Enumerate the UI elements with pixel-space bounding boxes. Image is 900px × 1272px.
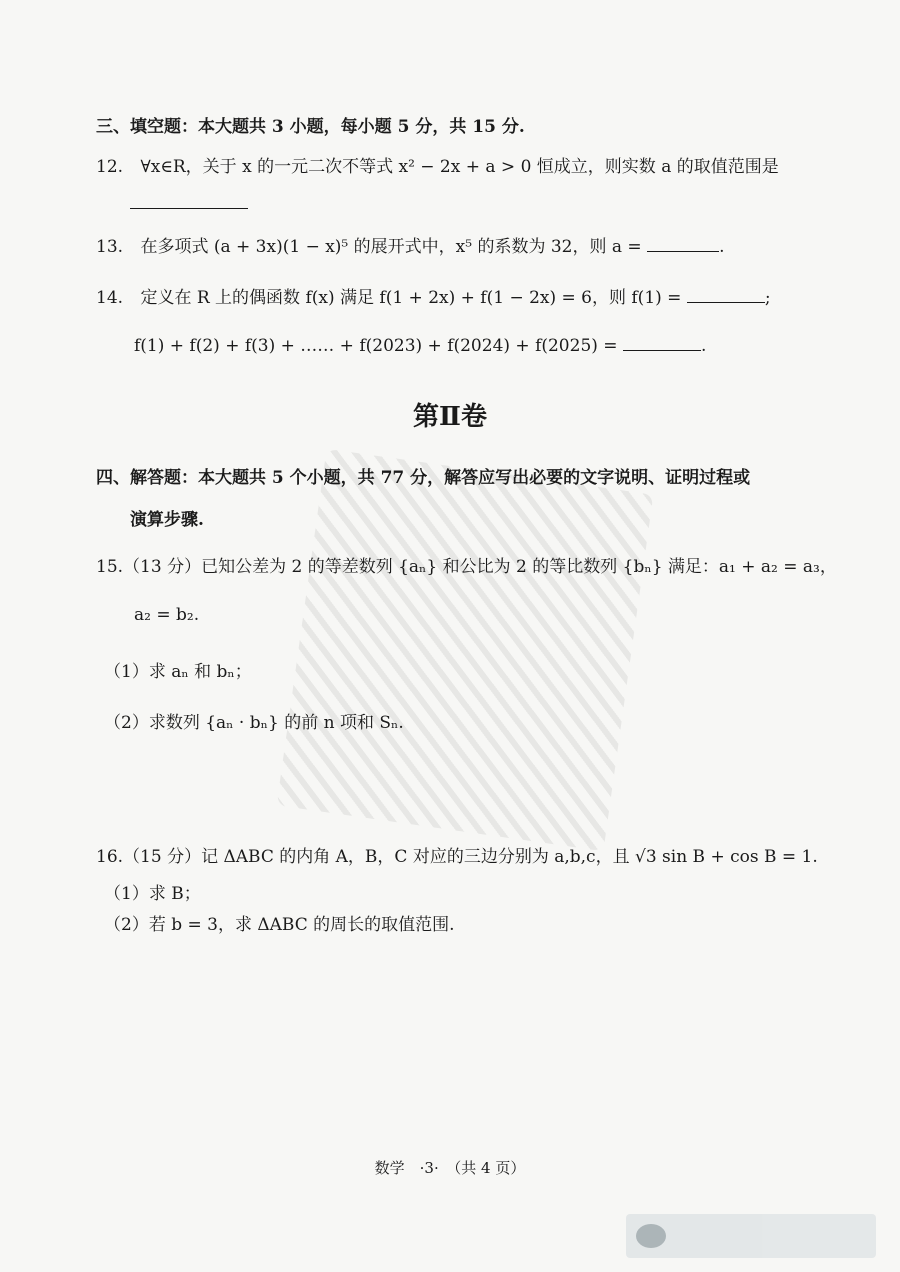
q13-answer-blank (647, 233, 719, 252)
q14-text: 定义在 R 上的偶函数 f(x) 满足 f(1 + 2x) + f(1 − 2x) = 6，则 f(1) = (140, 288, 682, 308)
q15-part1: （1）求 aₙ 和 bₙ； (104, 662, 252, 682)
corner-watermark (626, 1214, 876, 1258)
q13-text: 在多项式 (a + 3x)(1 − x)⁵ 的展开式中，x⁵ 的系数为 32，则 a = (140, 237, 642, 257)
page-footer: 数学 ·3· （共 4 页） (374, 1159, 526, 1177)
q13-end: . (719, 237, 725, 257)
section3-header: 三、填空题：本大题共 3 小题，每小题 5 分，共 15 分. (96, 117, 525, 137)
q15-line2: a₂ = b₂. (134, 605, 200, 625)
q14-sep: ; (764, 288, 771, 308)
q14-end: . (700, 336, 707, 356)
blank-line (130, 190, 248, 209)
faint-stamp-watermark (277, 449, 654, 851)
question-12 (96, 152, 779, 177)
question-13 (96, 232, 725, 257)
part-title: 第Ⅱ卷 (413, 402, 487, 432)
q14-answer-blank-1 (687, 284, 765, 303)
q16-line1: 16.（15 分）记 ΔABC 的内角 A，B，C 对应的三边分别为 a,b,c，且 √3 sin B + cos B = 1. (96, 847, 818, 867)
q14-number: 14. (96, 288, 124, 308)
q15-line1: 15.（13 分）已知公差为 2 的等差数列 {aₙ} 和公比为 2 的等比数列 {bₙ} 满足：a₁ + a₂ = a₃， (96, 557, 837, 577)
q12-answer-blank (130, 190, 248, 214)
q14-line2 (134, 332, 706, 356)
q14-answer-blank-2 (623, 332, 701, 351)
q16-part2: （2）若 b = 3，求 ΔABC 的周长的取值范围. (104, 915, 455, 935)
wechat-icon (636, 1224, 666, 1248)
q12-text: ∀x∈R，关于 x 的一元二次不等式 x² − 2x + a > 0 恒成立，则实数 a 的取值范围是 (140, 157, 779, 177)
q14-sum-expression: f(1) + f(2) + f(3) + …… + f(2023) + f(2024) + f(2025) = (134, 336, 618, 356)
section4-header-line1: 四、解答题：本大题共 5 个小题，共 77 分，解答应写出必要的文字说明、证明过程或 (96, 468, 751, 488)
question-14 (96, 283, 771, 308)
q13-number: 13. (96, 237, 124, 257)
q15-part2: （2）求数列 {aₙ · bₙ} 的前 n 项和 Sₙ. (104, 713, 404, 733)
section4-header-line2: 演算步骤. (130, 510, 204, 530)
q16-part1: （1）求 B； (104, 884, 201, 904)
q12-number: 12. (96, 157, 124, 177)
